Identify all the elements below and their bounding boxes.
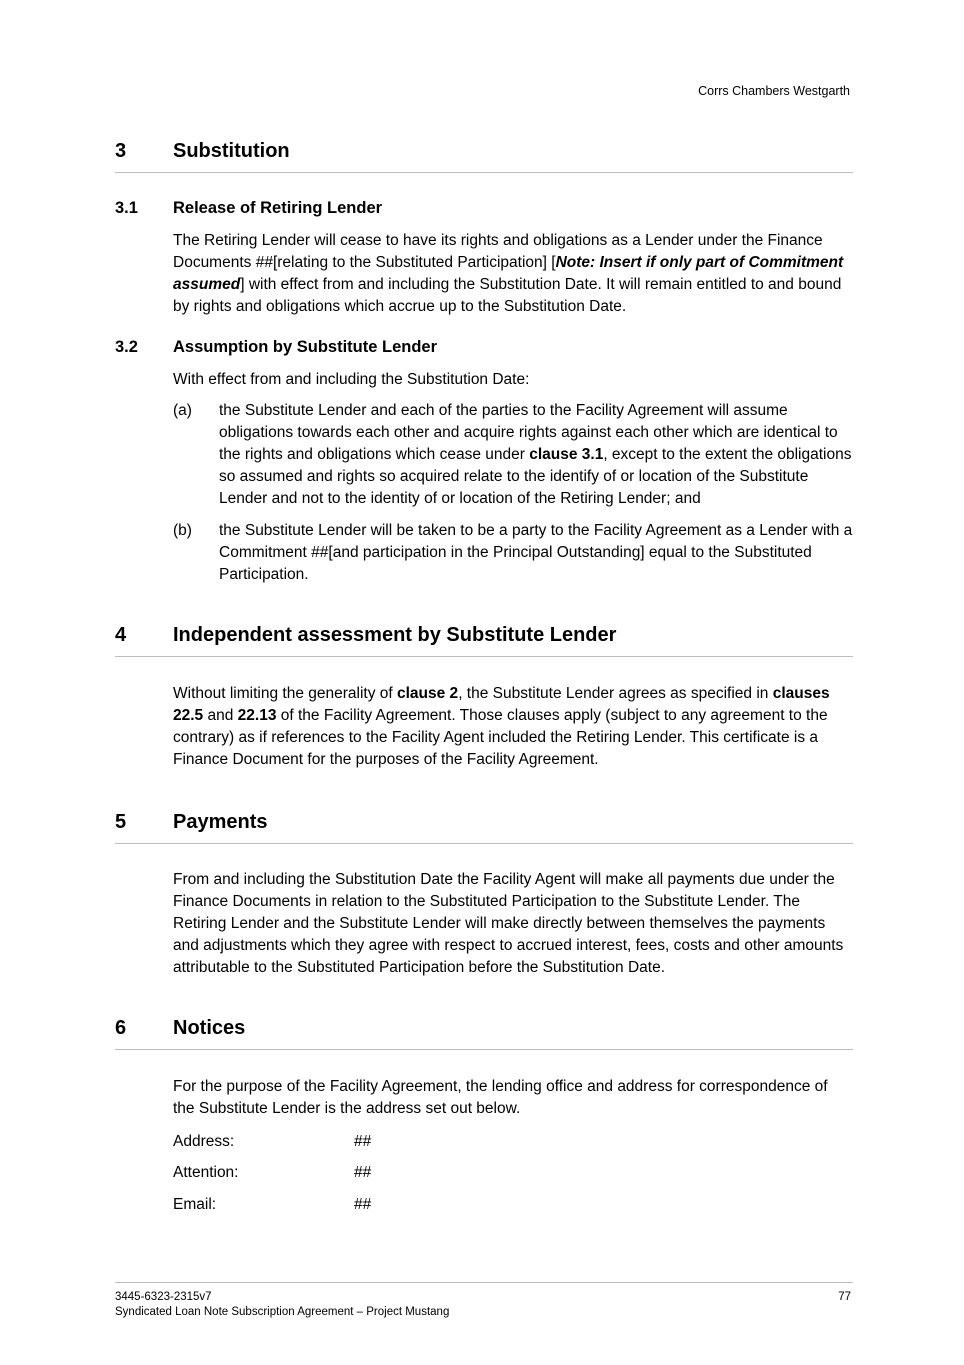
drafting-note: Note: Insert if only part of Commitment assumed	[173, 254, 844, 293]
clause-reference: clauses 22.5	[173, 685, 830, 724]
list-label: (b)	[173, 522, 192, 539]
clause-reference: clause 2	[397, 685, 459, 702]
footer-page-number: 77	[838, 1291, 851, 1303]
section-title: Substitution	[173, 140, 290, 162]
text-run: the Substitute Lender and each of the parties to the Facility Agreement will assume obligations towards each other and acquire rights against each other which are identical to the rights and obligations which cease under	[219, 402, 838, 463]
section-5-heading	[115, 811, 853, 844]
section-title: Independent assessment by Substitute Lender	[173, 624, 617, 646]
field-label: Address:	[173, 1133, 235, 1150]
footer-divider	[115, 1282, 853, 1283]
clause-title: Assumption by Substitute Lender	[173, 338, 438, 356]
footer-document-reference: 3445-6323-2315v7	[115, 1291, 212, 1303]
field-label: Email:	[173, 1196, 217, 1213]
text-run: of the Facility Agreement. Those clauses apply (subject to any agreement to the contrary) as if references to the Facility Agent included the Retiring Lender. This certificate is a Finance Document for the purposes of the Facility Agreement.	[173, 707, 828, 768]
text-run: The Retiring Lender will cease to have its rights and obligations as a Lender under the Finance Documents ##[relating to the Substituted Participation] [	[173, 232, 823, 271]
section-number: 3	[115, 140, 127, 162]
text-run: and	[203, 707, 238, 724]
header-firm-name: Corrs Chambers Westgarth	[698, 84, 850, 98]
section-number: 4	[115, 624, 127, 646]
text-run: , the Substitute Lender agrees as specified in	[458, 685, 773, 702]
clause-3-2-intro: With effect from and including the Substitution Date:	[173, 371, 530, 388]
section-number: 5	[115, 811, 127, 833]
clause-reference: 22.13	[237, 707, 277, 724]
field-value: ##	[354, 1164, 372, 1181]
text-run: Without limiting the generality of	[173, 685, 397, 702]
clause-number: 3.1	[115, 199, 138, 217]
field-value: ##	[354, 1196, 372, 1213]
clause-number: 3.2	[115, 338, 138, 356]
clause-title: Release of Retiring Lender	[173, 199, 383, 217]
footer-document-title: Syndicated Loan Note Subscription Agreement – Project Mustang	[115, 1306, 450, 1318]
text-run: ] with effect from and including the Substitution Date. It will remain entitled to and bound by rights and obligations which accrue up to the Substitution Date.	[173, 276, 842, 315]
clause-3-1-text	[173, 230, 853, 318]
section-5-text: From and including the Substitution Date the Facility Agent will make all payments due under the Finance Documents in relation to the Substituted Participation to the Substitute Lender. The Retiring Lender and the Substitute Lender will make directly between themselves the payments and adjustments which they agree with respect to accrued interest, fees, costs and other amounts attributable to the Substituted Participation before the Substitution Date.	[173, 871, 844, 976]
section-3-heading	[115, 140, 853, 173]
list-text: the Substitute Lender will be taken to be a party to the Facility Agreement as a Lender with a Commitment ##[and participation in the Principal Outstanding] equal to the Substituted Participation.	[219, 522, 853, 583]
section-title: Payments	[173, 811, 268, 833]
field-value: ##	[354, 1133, 372, 1150]
clause-reference: clause 3.1	[529, 446, 604, 463]
text-run: , except to the extent the obligations so assumed and rights so acquired relate to the identify of or location of the Substitute Lender and not to the identity of or location of the Retiring Lender; and	[219, 446, 852, 507]
field-label: Attention:	[173, 1164, 239, 1181]
section-number: 6	[115, 1017, 127, 1039]
section-4-heading	[115, 624, 853, 657]
section-4-text	[173, 683, 853, 771]
section-title: Notices	[173, 1017, 246, 1039]
section-6-heading	[115, 1017, 853, 1050]
list-text	[219, 400, 853, 510]
list-label: (a)	[173, 402, 192, 419]
section-6-text: For the purpose of the Facility Agreement, the lending office and address for correspondence of the Substitute Lender is the address set out below.	[173, 1078, 828, 1117]
